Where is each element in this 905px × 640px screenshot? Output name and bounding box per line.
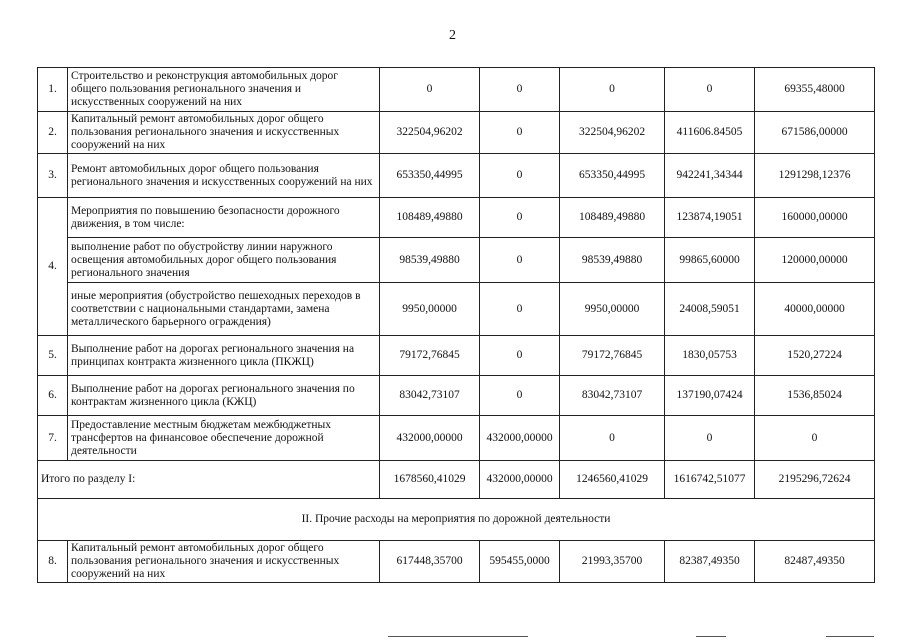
row-value: 653350,44995 [380,154,480,198]
row-value: 0 [380,68,480,112]
row-value: 0 [560,68,665,112]
row-value: 671586,00000 [755,112,875,154]
row-value: 942241,34344 [665,154,755,198]
row-value: 137190,07424 [665,376,755,416]
row-value: 0 [480,336,560,376]
scan-artifact [388,636,528,637]
budget-table [37,67,875,583]
row-value: 21993,35700 [560,541,665,583]
row-number: 1. [38,68,68,112]
table-row [38,112,875,154]
total-value: 2195296,72624 [755,461,875,499]
row-value: 0 [480,68,560,112]
row-value: 120000,00000 [755,238,875,283]
row-value: 0 [480,238,560,283]
row-value: 322504,96202 [560,112,665,154]
row-number: 3. [38,154,68,198]
row-value: 432000,00000 [480,416,560,461]
row-value: 0 [480,198,560,238]
total-label: Итого по разделу I: [38,461,380,499]
row-description: Предоставление местным бюджетам межбюджетных трансфертов на финансовое обеспечение дорожной деятельности [68,416,380,461]
row-value: 82487,49350 [755,541,875,583]
table-row [38,154,875,198]
row-value: 411606.84505 [665,112,755,154]
page-number: 2 [449,28,456,43]
row-value: 82387,49350 [665,541,755,583]
section-header-row [38,499,875,541]
row-value: 83042,73107 [560,376,665,416]
row-description: Строительство и реконструкция автомобильных дорог общего пользования регионального значения и искусственных сооружений на них [68,68,380,112]
row-value: 0 [560,416,665,461]
row-value: 108489,49880 [560,198,665,238]
row-value: 432000,00000 [380,416,480,461]
row-value: 99865,60000 [665,238,755,283]
row-value: 595455,0000 [480,541,560,583]
row-value: 69355,48000 [755,68,875,112]
row-value: 0 [665,68,755,112]
row-value: 160000,00000 [755,198,875,238]
table-row [38,376,875,416]
row-value: 0 [755,416,875,461]
table-row [38,283,875,336]
row-value: 24008,59051 [665,283,755,336]
scan-artifact [696,636,726,637]
row-value: 1520,27224 [755,336,875,376]
row-number: 7. [38,416,68,461]
table-row [38,336,875,376]
total-value: 1678560,41029 [380,461,480,499]
row-value: 1830,05753 [665,336,755,376]
row-number: 4. [38,198,68,336]
row-value: 79172,76845 [380,336,480,376]
row-value: 0 [480,154,560,198]
row-value: 98539,49880 [560,238,665,283]
row-value: 322504,96202 [380,112,480,154]
row-value: 1536,85024 [755,376,875,416]
row-value: 653350,44995 [560,154,665,198]
row-number: 2. [38,112,68,154]
row-description: Мероприятия по повышению безопасности дорожного движения, в том числе: [68,198,380,238]
table-row [38,68,875,112]
row-description: Капитальный ремонт автомобильных дорог общего пользования регионального значения и искусственных сооружений на них [68,112,380,154]
row-value: 123874,19051 [665,198,755,238]
row-value: 0 [480,376,560,416]
row-value: 108489,49880 [380,198,480,238]
row-value: 98539,49880 [380,238,480,283]
total-value: 1616742,51077 [665,461,755,499]
table-row [38,198,875,238]
row-value: 617448,35700 [380,541,480,583]
row-description: Ремонт автомобильных дорог общего пользования регионального значения и искусственных сооружений на них [68,154,380,198]
row-description: иные мероприятия (обустройство пешеходных переходов в соответствии с национальными стандартами, замена металлического барьерного ограждения) [68,283,380,336]
row-number: 8. [38,541,68,583]
scan-artifact [826,636,874,637]
row-number: 6. [38,376,68,416]
row-description: Капитальный ремонт автомобильных дорог общего пользования регионального значения и искусственных сооружений на них [68,541,380,583]
row-description: Выполнение работ на дорогах регионального значения по контрактам жизненного цикла (КЖЦ) [68,376,380,416]
total-row [38,461,875,499]
table-row [38,416,875,461]
row-value: 0 [480,112,560,154]
row-description: Выполнение работ на дорогах регионального значения на принципах контракта жизненного цикла (ПКЖЦ) [68,336,380,376]
row-value: 83042,73107 [380,376,480,416]
row-description: выполнение работ по обустройству линии наружного освещения автомобильных дорог общего пользования регионального значения [68,238,380,283]
table-row [38,238,875,283]
row-value: 40000,00000 [755,283,875,336]
row-value: 0 [665,416,755,461]
row-value: 9950,00000 [380,283,480,336]
row-value: 79172,76845 [560,336,665,376]
row-value: 9950,00000 [560,283,665,336]
section-title: II. Прочие расходы на мероприятия по дорожной деятельности [38,499,875,541]
table-row [38,541,875,583]
row-value: 1291298,12376 [755,154,875,198]
total-value: 1246560,41029 [560,461,665,499]
row-number: 5. [38,336,68,376]
total-value: 432000,00000 [480,461,560,499]
row-value: 0 [480,283,560,336]
